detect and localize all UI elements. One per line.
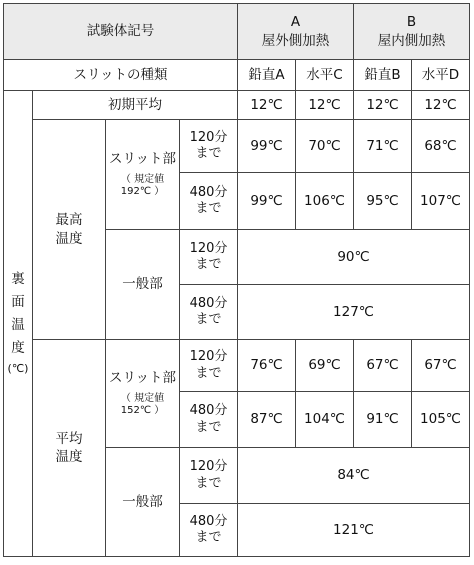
- group-a-letter: A: [290, 14, 301, 31]
- initial-avg-value: 12℃: [354, 91, 412, 120]
- avg-slit-spec-line1: （ 規定値: [120, 392, 165, 404]
- value-cell: 67℃: [412, 340, 470, 392]
- duration-cell: [180, 340, 238, 392]
- duration-cell: [180, 392, 238, 448]
- max-slit-spec-line1: （ 規定値: [120, 173, 165, 185]
- initial-avg-label: 初期平均: [33, 91, 238, 120]
- value-cell: 104℃: [296, 392, 354, 448]
- max-temp-label: [33, 120, 106, 340]
- duration-suffix: まで: [195, 257, 222, 272]
- max-temp-label-line2: 温度: [55, 230, 83, 247]
- initial-avg-value: 12℃: [238, 91, 296, 120]
- slit-type-row: [4, 60, 470, 91]
- merged-value-cell: 84℃: [238, 448, 470, 504]
- value-cell: 99℃: [238, 120, 296, 173]
- initial-avg-value: 12℃: [412, 91, 470, 120]
- duration-cell: [180, 285, 238, 340]
- value-cell: 68℃: [412, 120, 470, 173]
- avg-slit-label-cell: [106, 340, 180, 448]
- avg-temp-label-line1: 平均: [55, 430, 83, 447]
- merged-value-cell: 127℃: [238, 285, 470, 340]
- group-b-label: 屋内側加熱: [377, 32, 446, 49]
- max-slit-label: スリット部: [109, 151, 176, 168]
- merged-value-cell: 121℃: [238, 504, 470, 557]
- slit-type-label: スリットの種類: [73, 66, 168, 83]
- max-general-label: 一般部: [106, 230, 180, 340]
- value-cell: 99℃: [238, 173, 296, 230]
- duration-label: 120分: [189, 349, 228, 365]
- side-char-4: 度: [11, 340, 25, 357]
- side-char-3: 温: [11, 317, 25, 334]
- avg-slit-spec-line2: 152℃ ）: [120, 405, 165, 417]
- avg-slit-120-row: [4, 340, 470, 392]
- avg-temp-label-line2: 温度: [55, 449, 83, 465]
- header-row: [4, 4, 470, 60]
- duration-suffix: まで: [195, 146, 222, 161]
- slit-type-col-2: 水平C: [296, 60, 354, 91]
- duration-cell: [180, 448, 238, 504]
- duration-label: 120分: [189, 240, 228, 256]
- duration-label: 480分: [189, 184, 228, 200]
- duration-label: 480分: [189, 513, 228, 529]
- value-cell: 69℃: [296, 340, 354, 392]
- group-a-label: 屋外側加熱: [261, 32, 330, 49]
- initial-avg-value: 12℃: [296, 91, 354, 120]
- value-cell: 76℃: [238, 340, 296, 392]
- specimen-label-cell: [4, 4, 238, 60]
- value-cell: 105℃: [412, 392, 470, 448]
- max-slit-label-cell: [106, 120, 180, 230]
- duration-cell: [180, 504, 238, 557]
- back-surface-temp-label: [4, 91, 33, 557]
- value-cell: 107℃: [412, 173, 470, 230]
- avg-general-label: 一般部: [106, 448, 180, 557]
- temperature-results-table: [3, 3, 470, 557]
- avg-slit-label: スリット部: [109, 370, 176, 387]
- duration-suffix: まで: [195, 419, 222, 435]
- duration-suffix: まで: [195, 475, 222, 491]
- value-cell: 71℃: [354, 120, 412, 173]
- side-char-2: 面: [11, 294, 25, 311]
- duration-suffix: まで: [195, 201, 222, 216]
- initial-avg-row: [4, 91, 470, 120]
- max-slit-spec-line2: 192℃ ）: [120, 186, 165, 198]
- duration-suffix: まで: [195, 365, 222, 381]
- side-unit: (℃): [7, 362, 29, 376]
- avg-temp-label: [33, 340, 106, 557]
- duration-cell: [180, 120, 238, 173]
- duration-cell: [180, 173, 238, 230]
- duration-cell: [180, 230, 238, 285]
- group-b-letter: B: [406, 14, 417, 31]
- duration-suffix: まで: [195, 530, 222, 545]
- slit-type-label-cell: [4, 60, 238, 91]
- duration-label: 120分: [189, 459, 228, 475]
- duration-label: 480分: [189, 403, 228, 419]
- merged-value-cell: 90℃: [238, 230, 470, 285]
- duration-label: 120分: [189, 129, 228, 145]
- slit-type-col-1: 鉛直A: [238, 60, 296, 91]
- max-temp-label-line1: 最高: [55, 212, 83, 229]
- value-cell: 87℃: [238, 392, 296, 448]
- side-char-1: 裏: [11, 271, 25, 288]
- value-cell: 70℃: [296, 120, 354, 173]
- value-cell: 106℃: [296, 173, 354, 230]
- group-b-header: [354, 4, 470, 60]
- duration-label: 480分: [189, 295, 228, 311]
- value-cell: 67℃: [354, 340, 412, 392]
- max-slit-120-row: [4, 120, 470, 173]
- value-cell: 95℃: [354, 173, 412, 230]
- specimen-label: 試験体記号: [86, 23, 155, 40]
- slit-type-col-4: 水平D: [412, 60, 470, 91]
- group-a-header: [238, 4, 354, 60]
- value-cell: 91℃: [354, 392, 412, 448]
- slit-type-col-3: 鉛直B: [354, 60, 412, 91]
- duration-suffix: まで: [195, 312, 222, 327]
- results-table-wrapper: [3, 3, 470, 557]
